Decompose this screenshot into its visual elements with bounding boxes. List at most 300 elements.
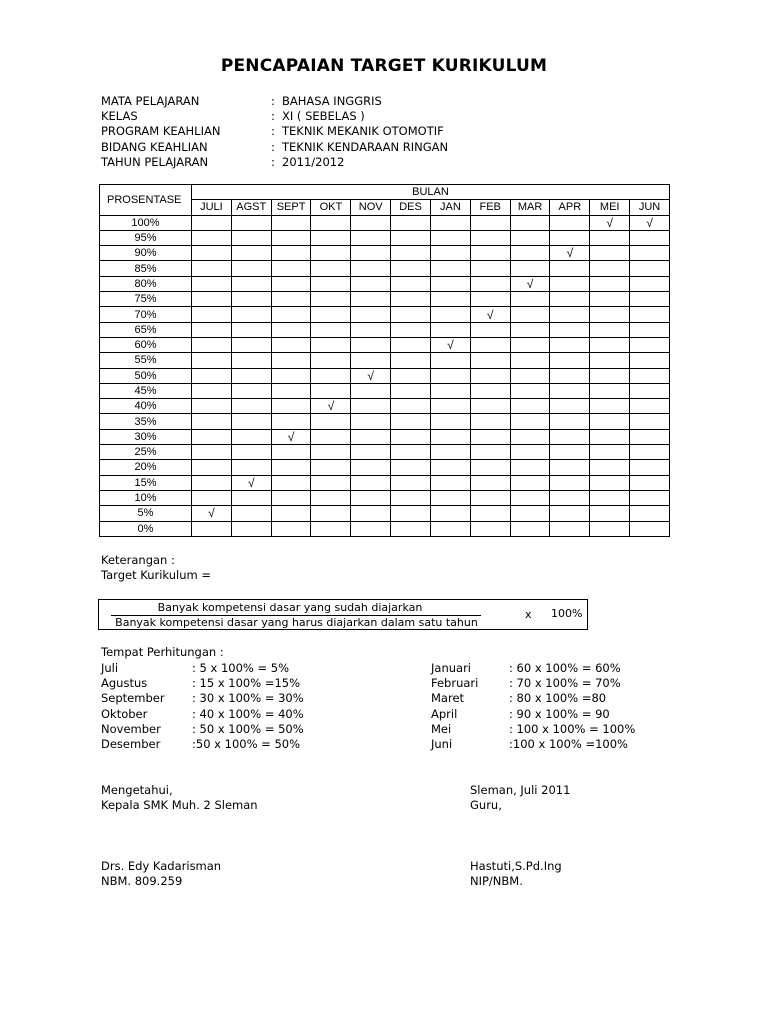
calc-title: Tempat Perhitungan : [101,645,224,659]
grid-cell [391,292,431,307]
month-header: MAR [510,200,550,215]
calc-month: Juni [431,737,453,752]
grid-cell [391,475,431,490]
grid-cell [630,246,670,261]
grid-cell [271,246,311,261]
grid-cell [510,215,550,230]
calc-row [431,676,635,691]
grid-cell [590,322,630,337]
month-header: NOV [351,200,391,215]
calc-row [431,707,635,722]
grid-cell [550,429,590,444]
grid-cell [351,307,391,322]
calc-row [431,722,635,737]
grid-cell [430,521,470,536]
grid-cell [510,292,550,307]
table-row [100,521,670,536]
formula-percent: 100% [551,607,583,620]
grid-cell [192,368,232,383]
grid-cell [590,292,630,307]
grid-cell [630,383,670,398]
grid-cell [510,261,550,276]
info-value: TEKNIK MEKANIK OTOMOTIF [282,124,444,139]
grid-cell [550,445,590,460]
grid-cell [430,322,470,337]
grid-cell [192,414,232,429]
calc-month: Agustus [101,676,148,691]
grid-cell [311,261,351,276]
grid-cell [470,429,510,444]
formula-times: x [525,608,532,621]
signature-left-name-block [101,859,221,889]
month-header: SEPT [271,200,311,215]
calc-month: Oktober [101,706,148,721]
calc-formula: : 100 x 100% = 100% [509,721,636,736]
grid-cell [192,460,232,475]
grid-cell [391,506,431,521]
grid-cell [590,414,630,429]
grid-cell [550,230,590,245]
calc-row [101,691,304,706]
table-row [100,292,670,307]
grid-cell [192,246,232,261]
signature-left-line1: Mengetahui, [101,783,173,797]
signature-right-name-block [470,859,562,889]
grid-cell [351,276,391,291]
grid-cell [311,490,351,505]
grid-cell [470,353,510,368]
grid-cell [192,261,232,276]
grid-cell [470,276,510,291]
check-mark: √ [550,246,590,261]
grid-cell [271,230,311,245]
grid-cell [510,230,550,245]
grid-cell [271,521,311,536]
grid-cell [510,460,550,475]
grid-cell [311,215,351,230]
grid-cell [271,383,311,398]
calc-formula: : 40 x 100% = 40% [192,706,304,721]
grid-cell [192,215,232,230]
grid-cell [351,261,391,276]
grid-cell [192,521,232,536]
calc-formula: : 50 x 100% = 50% [192,721,304,736]
percent-cell: 30% [100,429,192,444]
grid-cell [630,292,670,307]
grid-cell [351,414,391,429]
formula-numerator: Banyak kompetensi dasar yang sudah diajarkan [157,601,423,614]
table-row [100,337,670,352]
table-row [100,307,670,322]
info-value: TEKNIK KENDARAAN RINGAN [282,139,449,154]
grid-cell [391,215,431,230]
grid-cell [470,261,510,276]
table-row [100,230,670,245]
grid-cell [391,383,431,398]
grid-cell [470,292,510,307]
signature-right-id: NIP/NBM. [470,874,523,889]
grid-cell [630,337,670,352]
grid-cell [351,337,391,352]
grid-cell [430,475,470,490]
grid-cell [192,292,232,307]
info-colon: : [271,109,275,124]
table-row [100,353,670,368]
grid-cell [510,337,550,352]
grid-cell [470,337,510,352]
grid-cell [192,475,232,490]
grid-cell [391,337,431,352]
percent-cell: 55% [100,353,192,368]
info-value: XI ( SEBELAS ) [282,109,365,124]
check-mark: √ [192,506,232,521]
grid-cell [430,353,470,368]
signature-right-line1: Sleman, Juli 2011 [470,783,571,797]
percent-cell: 95% [100,230,192,245]
table-row [100,399,670,414]
grid-cell [590,307,630,322]
month-header: JULI [192,200,232,215]
calc-formula: : 80 x 100% =80 [509,691,607,706]
grid-cell [351,230,391,245]
grid-cell [192,337,232,352]
grid-cell [470,246,510,261]
header-row [100,185,670,200]
grid-cell [391,322,431,337]
info-label: MATA PELAJARAN [101,94,200,108]
percent-cell: 80% [100,276,192,291]
grid-cell [311,445,351,460]
info-colon: : [271,154,275,169]
grid-cell [550,337,590,352]
grid-cell [430,399,470,414]
calc-month: Mei [431,721,452,736]
grid-cell [590,445,630,460]
grid-cell [351,292,391,307]
grid-cell [590,276,630,291]
check-mark: √ [510,276,550,291]
grid-cell [510,475,550,490]
table-row [100,383,670,398]
grid-cell [510,506,550,521]
grid-cell [510,246,550,261]
grid-cell [590,521,630,536]
grid-cell [550,368,590,383]
table-row [100,429,670,444]
grid-cell [351,506,391,521]
check-mark: √ [311,399,351,414]
grid-cell [630,506,670,521]
grid-cell [231,276,271,291]
grid-cell [311,307,351,322]
grid-cell [311,521,351,536]
grid-cell [630,353,670,368]
info-row [101,109,448,124]
grid-cell [470,230,510,245]
grid-cell [510,429,550,444]
grid-cell [231,429,271,444]
grid-cell [192,307,232,322]
percent-cell: 10% [100,490,192,505]
percent-cell: 60% [100,337,192,352]
calc-formula: : 30 x 100% = 30% [192,691,304,706]
grid-cell [391,368,431,383]
grid-cell [231,292,271,307]
month-header: JAN [430,200,470,215]
grid-cell [391,353,431,368]
percent-cell: 15% [100,475,192,490]
grid-cell [311,368,351,383]
table-row [100,506,670,521]
month-header: DES [391,200,431,215]
table-row [100,460,670,475]
grid-cell [231,337,271,352]
signature-left-name: Drs. Edy Kadarisman [101,859,222,873]
grid-cell [351,490,391,505]
grid-cell [271,445,311,460]
grid-cell [470,490,510,505]
calc-month: Februari [431,676,479,691]
calc-formula: : 90 x 100% = 90 [509,706,610,721]
grid-cell [590,353,630,368]
grid-cell [231,445,271,460]
grid-cell [391,445,431,460]
grid-cell [311,429,351,444]
percent-cell: 45% [100,383,192,398]
calc-month: Desember [101,737,161,752]
grid-cell [470,521,510,536]
calc-formula: :100 x 100% =100% [509,737,628,752]
grid-cell [231,246,271,261]
target-kurikulum-label: Target Kurikulum = [101,568,211,583]
grid-cell [550,490,590,505]
month-header: MEI [590,200,630,215]
grid-cell [391,414,431,429]
keterangan-label: Keterangan : [101,553,175,567]
calc-row [431,661,635,676]
grid-cell [550,292,590,307]
prosentase-header: PROSENTASE [100,185,192,216]
calc-formula: : 5 x 100% = 5% [192,661,290,675]
grid-cell [192,399,232,414]
signature-right-name: Hastuti,S.Pd.Ing [470,859,562,873]
formula-denominator: Banyak kompetensi dasar yang harus diajarkan dalam satu tahun [115,616,478,629]
grid-cell [630,429,670,444]
percent-cell: 35% [100,414,192,429]
grid-cell [590,337,630,352]
info-colon: : [271,139,275,154]
grid-cell [391,521,431,536]
grid-cell [510,383,550,398]
table-row [100,475,670,490]
signature-left-id: NBM. 809.259 [101,874,183,889]
grid-cell [391,490,431,505]
grid-cell [470,215,510,230]
grid-cell [630,276,670,291]
grid-cell [271,506,311,521]
grid-cell [430,276,470,291]
grid-cell [271,307,311,322]
info-row [101,155,448,170]
calc-row [101,722,304,737]
percent-cell: 50% [100,368,192,383]
grid-cell [351,322,391,337]
grid-cell [311,337,351,352]
percent-cell: 100% [100,215,192,230]
percent-cell: 70% [100,307,192,322]
percent-cell: 85% [100,261,192,276]
grid-cell [311,230,351,245]
calc-month: September [101,691,165,706]
grid-cell [430,490,470,505]
grid-cell [231,261,271,276]
grid-cell [430,460,470,475]
grid-cell [630,399,670,414]
grid-cell [470,368,510,383]
grid-cell [231,383,271,398]
grid-cell [630,521,670,536]
grid-cell [391,307,431,322]
grid-cell [192,322,232,337]
grid-cell [192,490,232,505]
grid-cell [391,276,431,291]
info-label: PROGRAM KEAHLIAN [101,124,221,139]
percent-cell: 5% [100,506,192,521]
grid-cell [430,429,470,444]
grid-cell [510,414,550,429]
calc-row [101,737,304,752]
grid-cell [271,292,311,307]
grid-cell [351,460,391,475]
grid-cell [510,490,550,505]
grid-cell [391,429,431,444]
calc-month: November [101,721,161,736]
signature-left-line2: Kepala SMK Muh. 2 Sleman [101,798,258,813]
grid-cell [430,383,470,398]
grid-cell [550,353,590,368]
grid-cell [470,506,510,521]
grid-cell [470,399,510,414]
grid-cell [271,368,311,383]
grid-cell [590,490,630,505]
grid-cell [311,322,351,337]
grid-cell [590,230,630,245]
info-value: 2011/2012 [282,154,345,169]
percent-cell: 90% [100,246,192,261]
grid-cell [311,460,351,475]
calc-row [101,661,304,676]
grid-cell [630,475,670,490]
grid-cell [550,215,590,230]
grid-cell [231,506,271,521]
grid-cell [470,383,510,398]
grid-cell [430,292,470,307]
grid-cell [231,230,271,245]
grid-cell [311,383,351,398]
info-label: TAHUN PELAJARAN [101,154,209,169]
formula-box [98,599,588,630]
percent-cell: 25% [100,445,192,460]
calc-formula: :50 x 100% = 50% [192,737,301,752]
grid-cell [311,353,351,368]
grid-cell [391,246,431,261]
grid-cell [192,429,232,444]
grid-cell [510,307,550,322]
grid-cell [630,322,670,337]
grid-cell [192,445,232,460]
grid-cell [550,322,590,337]
table-row [100,445,670,460]
grid-cell [550,399,590,414]
table-row [100,368,670,383]
grid-cell [192,353,232,368]
grid-cell [192,230,232,245]
grid-cell [231,521,271,536]
table-row [100,215,670,230]
grid-cell [630,490,670,505]
month-header: JUN [630,200,670,215]
table-row [100,246,670,261]
percent-cell: 65% [100,322,192,337]
grid-cell [550,506,590,521]
calc-left-column [101,661,304,752]
month-header: APR [550,200,590,215]
grid-cell [311,246,351,261]
grid-cell [271,475,311,490]
grid-cell [271,399,311,414]
grid-cell [311,414,351,429]
grid-cell [391,399,431,414]
info-colon: : [271,124,275,139]
grid-cell [470,414,510,429]
grid-cell [470,445,510,460]
grid-cell [470,322,510,337]
calc-month: Juli [101,661,119,675]
table-row [100,276,670,291]
info-colon: : [271,94,275,108]
calc-formula: : 60 x 100% = 60% [509,661,621,675]
grid-cell [470,475,510,490]
grid-cell [311,475,351,490]
grid-cell [231,368,271,383]
month-header: AGST [231,200,271,215]
grid-cell [430,414,470,429]
grid-cell [311,276,351,291]
calc-formula: : 15 x 100% =15% [192,676,301,691]
grid-cell [510,445,550,460]
grid-cell [510,521,550,536]
check-mark: √ [271,429,311,444]
grid-cell [630,460,670,475]
grid-cell [271,414,311,429]
grid-cell [550,521,590,536]
signature-right-line2: Guru, [470,798,502,813]
percent-cell: 20% [100,460,192,475]
table-row [100,261,670,276]
grid-cell [231,460,271,475]
grid-cell [630,261,670,276]
grid-cell [192,276,232,291]
grid-cell [630,230,670,245]
grid-cell [510,399,550,414]
grid-cell [550,414,590,429]
grid-cell [351,399,391,414]
grid-cell [430,368,470,383]
grid-cell [271,322,311,337]
grid-cell [550,383,590,398]
grid-cell [351,521,391,536]
calc-formula: : 70 x 100% = 70% [509,676,621,691]
